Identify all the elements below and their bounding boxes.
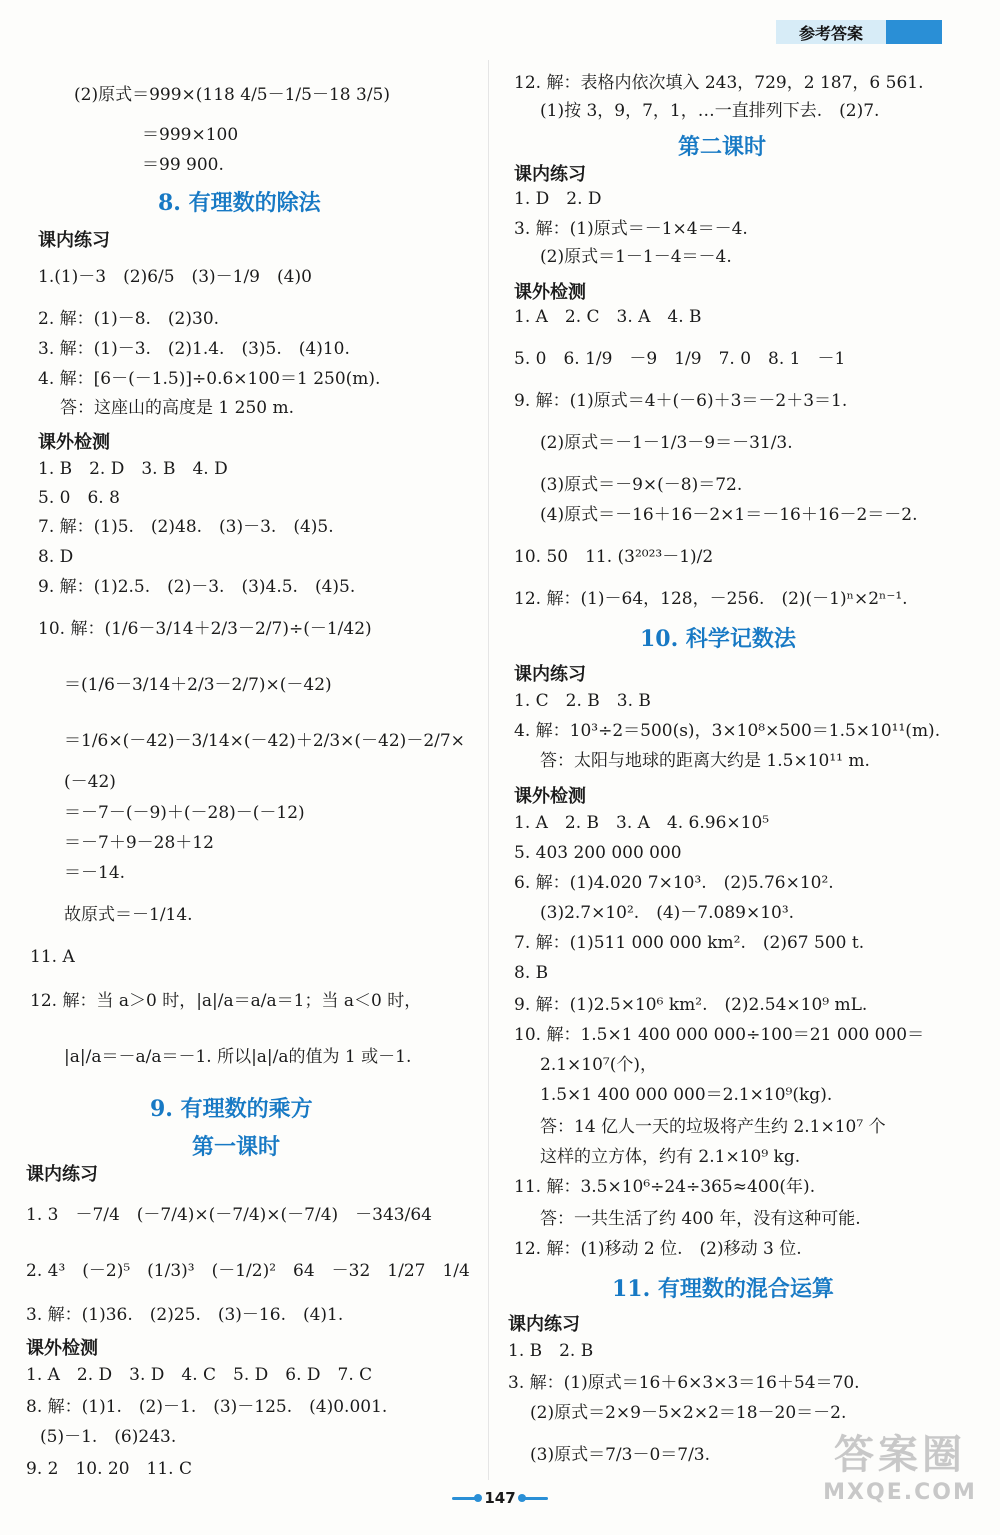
right-line: 4. 解：10³÷2＝500(s)，3×10⁸×500＝1.5×10¹¹(m). [514, 721, 941, 741]
left-line: ＝99 900. [142, 155, 224, 175]
right-line: 8. B [514, 963, 549, 983]
right-line: 1. A 2. C 3. A 4. B [514, 307, 702, 327]
watermark-en: MXQE.COM [823, 1480, 977, 1505]
left-line: 9. 解：(1)2.5. (2)－3. (3)4.5. (4)5. [38, 577, 356, 597]
section-title: 11. 有理数的混合运算 [612, 1276, 834, 1302]
subsection-title: 课内练习 [514, 164, 586, 185]
section-title: 第二课时 [678, 134, 767, 160]
right-line: 9. 解：(1)原式＝4＋(－6)＋3＝－2＋3＝1. [514, 391, 848, 411]
left-line: ＝－14. [64, 863, 126, 883]
right-line: (3)原式＝－9×(－8)＝72. [540, 475, 743, 495]
right-line: 12. 解：表格内依次填入 243，729，2 187，6 561. [514, 73, 924, 93]
subsection-title: 课内练习 [514, 664, 586, 685]
left-line: (2)原式＝999×(118 4/5－1/5－18 3/5) [74, 85, 391, 105]
right-line: 10. 50 11. (3²⁰²³－1)/2 [514, 547, 714, 567]
right-line: 1.5×1 400 000 000＝2.1×10⁹(kg). [540, 1085, 833, 1105]
left-line: 1. 3 －7/4 (－7/4)×(－7/4)×(－7/4) －343/64 [26, 1205, 432, 1225]
left-line: 3. 解：(1)－3. (2)1.4. (3)5. (4)10. [38, 339, 350, 359]
right-line: (4)原式＝－16＋16－2×1＝－16＋16－2＝－2. [540, 505, 918, 525]
subsection-title: 课内练习 [508, 1314, 580, 1335]
section-title: 10. 科学记数法 [640, 626, 796, 652]
answer-key-label: 参考答案 [776, 20, 886, 44]
right-line: 这样的立方体，约有 2.1×10⁹ kg. [540, 1147, 801, 1167]
left-line: 8. 解：(1)1. (2)－1. (3)－125. (4)0.001. [26, 1397, 388, 1417]
subsection-title: 课外检测 [514, 282, 586, 303]
left-line: 故原式＝－1/14. [64, 905, 193, 925]
left-line: 3. 解：(1)36. (2)25. (3)－16. (4)1. [26, 1305, 344, 1325]
right-line: 6. 解：(1)4.020 7×10³. (2)5.76×10². [514, 873, 834, 893]
left-line: ＝－7＋9－28＋12 [64, 833, 214, 853]
footer-right-ornament [522, 1497, 548, 1500]
left-line: |a|/a＝－a/a＝－1. 所以|a|/a的值为 1 或－1. [64, 1047, 412, 1067]
section-title: 第一课时 [192, 1134, 281, 1160]
left-line: 答：这座山的高度是 1 250 m. [60, 398, 294, 418]
right-line: 1. B 2. B [508, 1341, 594, 1361]
watermark-logo [820, 1430, 980, 1525]
page-number: 147 [484, 1489, 516, 1507]
column-divider [488, 60, 489, 1480]
right-line: 10. 解：1.5×1 400 000 000÷100＝21 000 000＝ [514, 1025, 925, 1045]
left-line: 8. D [38, 547, 74, 567]
left-line: 1.(1)－3 (2)6/5 (3)－1/9 (4)0 [38, 267, 312, 287]
right-line: 1. A 2. B 3. A 4. 6.96×10⁵ [514, 813, 770, 833]
left-line: 2. 4³ (－2)⁵ (1/3)³ (－1/2)² 64 －32 1/27 1/4 [26, 1261, 470, 1281]
right-line: 5. 0 6. 1/9 －9 1/9 7. 0 8. 1 －1 [514, 349, 846, 369]
right-line: 11. 解：3.5×10⁶÷24÷365≈400(年). [514, 1177, 816, 1197]
left-line: ＝1/6×(－42)－3/14×(－42)＋2/3×(－42)－2/7× [64, 731, 465, 751]
left-line: (－42) [64, 772, 116, 792]
right-line: (3)2.7×10². (4)－7.089×10³. [540, 903, 795, 923]
section-title: 8. 有理数的除法 [158, 190, 321, 216]
left-line: ＝－7－(－9)＋(－28)－(－12) [64, 803, 305, 823]
subsection-title: 课外检测 [26, 1338, 98, 1359]
right-line: 答：14 亿人一天的垃圾将产生约 2.1×10⁷ 个 [540, 1117, 886, 1137]
right-line: 1. C 2. B 3. B [514, 691, 651, 711]
left-line: 4. 解：[6－(－1.5)]÷0.6×100＝1 250(m). [38, 369, 381, 389]
left-line: 2. 解：(1)－8. (2)30. [38, 309, 220, 329]
right-line: (2)原式＝2×9－5×2×2＝18－20＝－2. [530, 1403, 847, 1423]
subsection-title: 课内练习 [38, 230, 110, 251]
section-title: 9. 有理数的乘方 [150, 1096, 313, 1122]
right-line: 12. 解：(1)－64，128，－256. (2)(－1)ⁿ×2ⁿ⁻¹. [514, 589, 908, 609]
left-line: 1. B 2. D 3. B 4. D [38, 459, 228, 479]
subsection-title: 课外检测 [514, 786, 586, 807]
right-line: (3)原式＝7/3－0＝7/3. [530, 1445, 711, 1465]
left-line: ＝(1/6－3/14＋2/3－2/7)×(－42) [64, 675, 332, 695]
right-line: (2)原式＝1－1－4＝－4. [540, 247, 732, 267]
right-line: 2.1×10⁷(个)， [540, 1055, 657, 1075]
right-line: 12. 解：(1)移动 2 位. (2)移动 3 位. [514, 1239, 802, 1259]
right-line: (2)原式＝－1－1/3－9＝－31/3. [540, 433, 793, 453]
subsection-title: 课内练习 [26, 1164, 98, 1185]
header-bar [886, 20, 942, 44]
right-line: 3. 解：(1)原式＝－1×4＝－4. [514, 219, 748, 239]
right-line: (1)按 3，9，7，1，…一直排列下去. (2)7. [540, 101, 880, 121]
left-line: 9. 2 10. 20 11. C [26, 1459, 192, 1479]
right-line: 3. 解：(1)原式＝16＋6×3×3＝16＋54＝70. [508, 1373, 860, 1393]
right-line: 1. D 2. D [514, 189, 602, 209]
left-line: 5. 0 6. 8 [38, 488, 120, 508]
left-line: (5)－1. (6)243. [40, 1427, 177, 1447]
page-footer [420, 1486, 580, 1510]
right-line: 5. 403 200 000 000 [514, 843, 682, 863]
answer-key-tag [776, 20, 942, 44]
right-line: 9. 解：(1)2.5×10⁶ km². (2)2.54×10⁹ mL. [514, 995, 868, 1015]
right-line: 答：一共生活了约 400 年，没有这种可能. [540, 1209, 861, 1229]
watermark-cn: 答案圈 [834, 1432, 966, 1478]
left-line: 12. 解：当 a＞0 时，|a|/a＝a/a＝1；当 a＜0 时， [30, 991, 422, 1011]
right-line: 7. 解：(1)511 000 000 km². (2)67 500 t. [514, 933, 865, 953]
left-line: 7. 解：(1)5. (2)48. (3)－3. (4)5. [38, 517, 334, 537]
right-line: 答：太阳与地球的距离大约是 1.5×10¹¹ m. [540, 751, 870, 771]
left-line: ＝999×100 [142, 125, 239, 145]
subsection-title: 课外检测 [38, 432, 110, 453]
left-line: 1. A 2. D 3. D 4. C 5. D 6. D 7. C [26, 1365, 373, 1385]
footer-left-ornament [452, 1497, 478, 1500]
left-line: 10. 解：(1/6－3/14＋2/3－2/7)÷(－1/42) [38, 619, 372, 639]
left-line: 11. A [30, 947, 75, 967]
